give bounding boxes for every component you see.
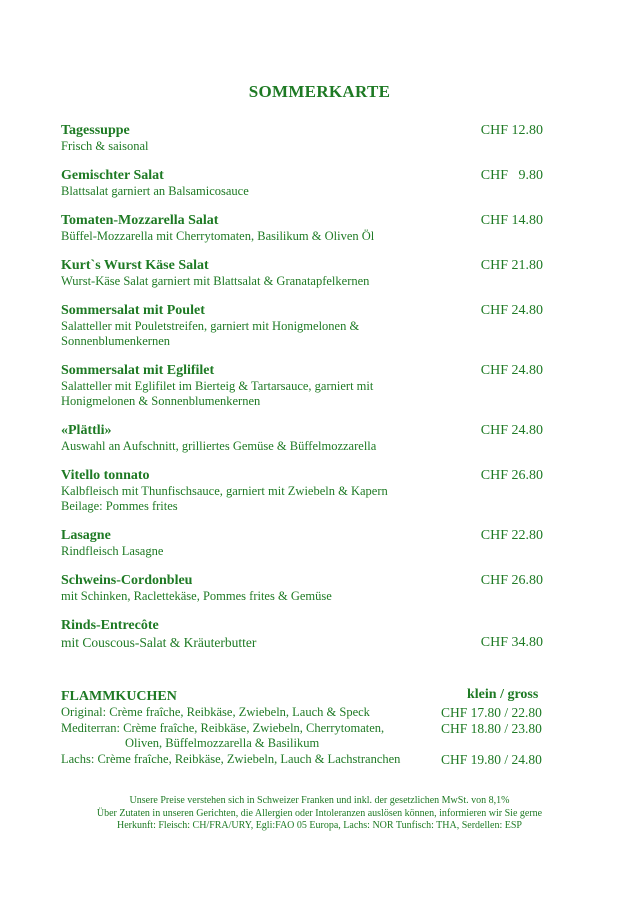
item-description: Auswahl an Aufschnitt, grilliertes Gemüse & Büffelmozzarella [61, 439, 377, 453]
item-price: CHF 24.80 [480, 303, 543, 318]
item-price: CHF 26.80 [480, 573, 543, 588]
flammkuchen-text-continued: Oliven, Büffelmozzarella & Basilikum [125, 736, 320, 750]
flammkuchen-text: Lachs: Crème fraîche, Reibkäse, Zwiebeln, Lauch & Lachstranchen [61, 751, 401, 766]
menu-item [61, 362, 551, 409]
menu-item [61, 302, 551, 349]
item-side-dish: Beilage: Pommes frites [61, 499, 178, 513]
item-description: Wurst-Käse Salat garniert mit Blattsalat & Granatapfelkernen [61, 274, 370, 288]
item-name: Tagessuppe [61, 123, 130, 138]
item-price: CHF 26.80 [480, 468, 543, 483]
item-price: CHF 24.80 [480, 363, 543, 378]
flammkuchen-title: FLAMMKUCHEN [61, 689, 177, 704]
item-name: Kurt`s Wurst Käse Salat [61, 258, 209, 273]
footer-line-origin: Herkunft: Fleisch: CH/FRA/URY, Egli:FAO 05 Europa, Lachs: NOR Tunfisch: THA, Serdellen: ESP [116, 820, 522, 831]
item-description: Rindfleisch Lasagne [61, 544, 164, 558]
footer-line-allergies: Über Zutaten in unseren Gerichten, die Allergien oder Intoleranzen auslösen können, informieren wir Sie gerne [96, 807, 543, 819]
flammkuchen-row [61, 752, 551, 768]
flammkuchen-price: CHF 19.80 / 24.80 [441, 751, 542, 767]
menu-item [61, 257, 551, 289]
item-description: Kalbfleisch mit Thunfischsauce, garniert mit Zwiebeln & Kapern [61, 484, 388, 498]
item-price: CHF 14.80 [480, 213, 543, 228]
flammkuchen-price: CHF 18.80 / 23.80 [441, 720, 542, 736]
menu-items [61, 122, 551, 664]
item-name: «Plättli» [61, 423, 112, 438]
item-description: mit Schinken, Raclettekäse, Pommes frites & Gemüse [61, 589, 332, 603]
item-name: Vitello tonnato [61, 468, 150, 483]
item-name: Lasagne [61, 528, 111, 543]
menu-item [61, 212, 551, 244]
item-price: CHF 24.80 [480, 423, 543, 438]
item-description: Salatteller mit Eglifilet im Bierteig & Tartarsauce, garniert mit Honigmelonen & Sonnenblumenkernen [61, 379, 374, 408]
item-price: CHF 12.80 [480, 123, 543, 138]
flammkuchen-row [61, 705, 551, 721]
footer-line-prices: Unsere Preise verstehen sich in Schweizer Franken und inkl. der gesetzlichen MwSt. von 8,1% [129, 795, 510, 806]
menu-item [61, 527, 551, 559]
item-description: Büffel-Mozzarella mit Cherrytomaten, Basilikum & Oliven Öl [61, 229, 375, 243]
item-description: Salatteller mit Pouletstreifen, garniert mit Honigmelonen & Sonnenblumenkernen [61, 319, 360, 348]
item-name: Tomaten-Mozzarella Salat [61, 213, 219, 228]
footer-notes [0, 795, 639, 833]
item-description: Frisch & saisonal [61, 139, 149, 153]
menu-title: SOMMERKARTE [248, 82, 391, 101]
menu-item [61, 122, 551, 154]
flammkuchen-section [61, 687, 551, 767]
flammkuchen-price: CHF 17.80 / 22.80 [441, 705, 542, 720]
menu-item [61, 467, 551, 514]
item-name: Sommersalat mit Poulet [61, 303, 205, 318]
flammkuchen-text: Original: Crème fraîche, Reibkäse, Zwiebeln, Lauch & Speck [61, 705, 370, 719]
flammkuchen-header [61, 687, 551, 705]
flammkuchen-text-block [61, 721, 431, 752]
menu-item [61, 572, 551, 604]
item-name: Sommersalat mit Eglifilet [61, 363, 215, 378]
item-description: mit Couscous-Salat & Kräuterbutter [61, 635, 257, 650]
flammkuchen-sizes: klein / gross [467, 687, 539, 702]
item-price: CHF 21.80 [480, 258, 543, 273]
flammkuchen-row [61, 721, 551, 752]
menu-item [61, 422, 551, 454]
item-name: Gemischter Salat [61, 168, 164, 183]
flammkuchen-text: Mediterran: Crème fraîche, Reibkäse, Zwiebeln, Cherrytomaten, [61, 720, 385, 735]
menu-item [61, 617, 551, 651]
menu-item [61, 167, 551, 199]
item-name: Schweins-Cordonbleu [61, 573, 193, 588]
item-name: Rinds-Entrecôte [61, 618, 159, 633]
item-price: CHF 22.80 [480, 528, 543, 543]
item-price: CHF 9.80 [480, 168, 543, 183]
item-price: CHF 34.80 [480, 635, 543, 650]
item-description: Blattsalat garniert an Balsamicosauce [61, 184, 249, 198]
